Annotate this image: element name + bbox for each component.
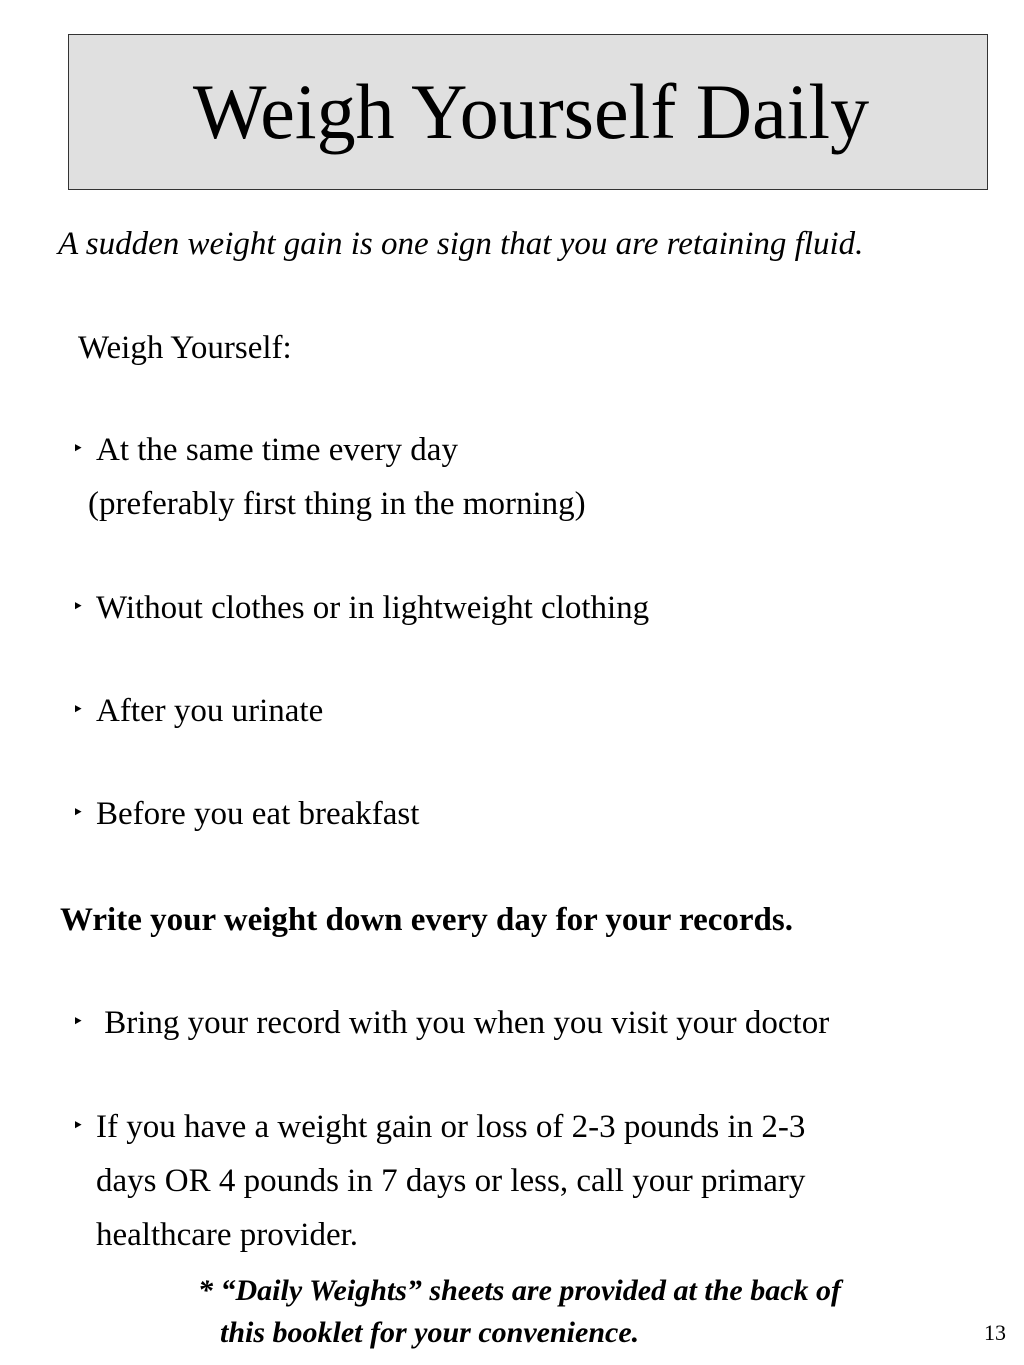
page-title: Weigh Yourself Daily [192,68,870,155]
bullet-arrow-icon: ‣ [72,596,84,618]
bullet-item-breakfast [72,786,419,841]
footnote [198,1270,841,1354]
bullet-item-clothing [72,580,649,635]
footnote-line: * “Daily Weights” sheets are provided at the back of [198,1274,842,1307]
bullet-text: Without clothes or in lightweight clothing [96,590,650,626]
bullet-arrow-icon: ‣ [72,699,84,721]
bullet-arrow-icon: ‣ [72,1011,84,1033]
bullet-continuation: (preferably first thing in the morning) [88,486,586,522]
bullet-item-same-time [72,422,586,531]
subheading: Weigh Yourself: [78,330,292,366]
bullet-text: After you urinate [96,693,324,729]
bullet-continuation: days OR 4 pounds in 7 days or less, call your primary [96,1163,806,1199]
bullet-item-weight-gain [72,1099,805,1262]
title-box [68,34,988,190]
emphasis-text: Write your weight down every day for your records. [60,902,793,938]
bullet-text: If you have a weight gain or loss of 2-3 pounds in 2-3 [96,1109,806,1145]
bullet-text: Bring your record with you when you visit your doctor [96,1005,830,1041]
footnote-line: this booklet for your convenience. [220,1316,640,1349]
intro-text: A sudden weight gain is one sign that you are retaining fluid. [58,226,864,262]
bullet-item-urinate [72,683,323,738]
page-number: 13 [984,1320,1006,1345]
bullet-item-bring-record [72,995,829,1050]
bullet-text: Before you eat breakfast [96,796,420,832]
bullet-arrow-icon: ‣ [72,1115,84,1137]
bullet-text: At the same time every day [96,432,458,468]
bullet-continuation: healthcare provider. [96,1217,359,1253]
bullet-arrow-icon: ‣ [72,438,84,460]
bullet-arrow-icon: ‣ [72,802,84,824]
